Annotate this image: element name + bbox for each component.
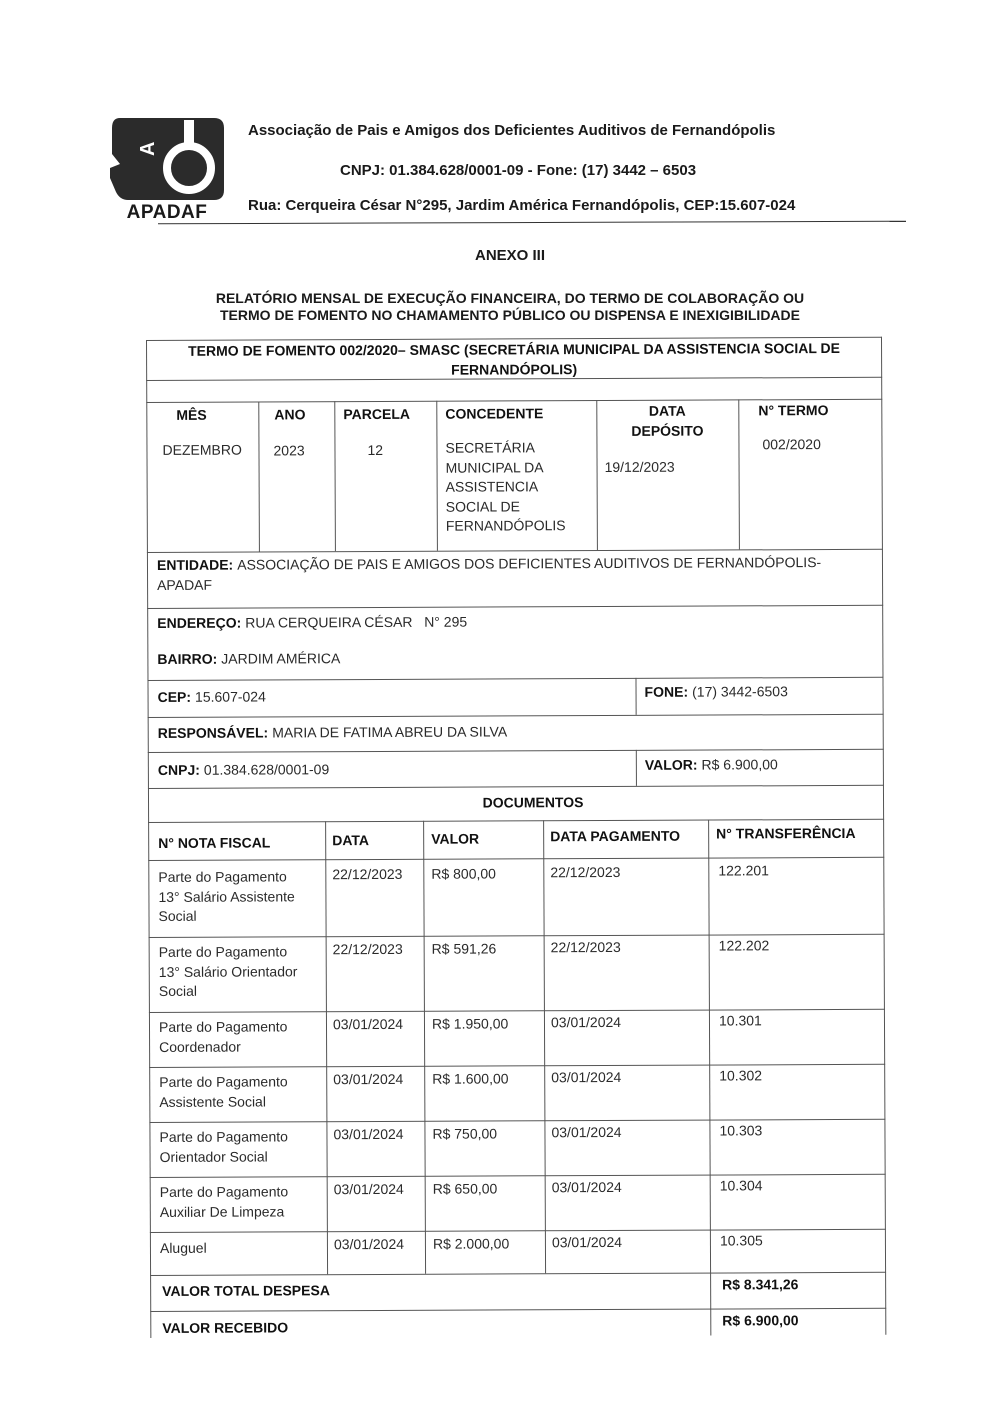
annex-title: ANEXO III	[474, 247, 545, 264]
doc-row-4-nota	[159, 1072, 288, 1112]
nota-line: Coordenador	[159, 1038, 241, 1055]
association-address: Rua: Cerqueira César N°295, Jardim América Fernandópolis, CEP:15.607-024	[248, 197, 796, 214]
col-divider	[423, 821, 426, 1274]
cep-field	[158, 687, 266, 707]
doc-row-6-pagamento: 03/01/2024	[551, 1178, 622, 1196]
doc-row-1-transferencia: 122.201	[718, 862, 769, 879]
col-divider	[636, 750, 637, 786]
nota-line: Parte do Pagamento	[158, 1018, 288, 1035]
value-parcela: 12	[367, 441, 384, 459]
row-divider	[147, 605, 883, 609]
association-cnpj-phone: CNPJ: 01.384.628/0001-09 - Fone: (17) 3442 – 6503	[340, 162, 697, 179]
doc-row-7-data: 03/01/2024	[333, 1235, 405, 1253]
nota-line: Parte do Pagamento	[159, 1073, 288, 1090]
value-concedente-line: FERNANDÓPOLIS	[445, 517, 566, 534]
col-divider	[708, 820, 711, 1336]
doc-row-1-valor: R$ 800,00	[431, 865, 496, 882]
doc-header-data: DATA	[332, 832, 370, 849]
valor-recebido-label: VALOR RECEBIDO	[162, 1319, 289, 1336]
responsavel-value: MARIA DE FATIMA ABREU DA SILVA	[272, 723, 508, 741]
doc-header-valor: VALOR	[431, 830, 480, 847]
row-divider	[150, 1229, 886, 1233]
valor-value: R$ 6.900,00	[701, 756, 778, 773]
entidade-label: ENTIDADE:	[156, 556, 234, 573]
entidade-field	[157, 553, 821, 595]
value-data-deposito: 19/12/2023	[604, 458, 675, 476]
doc-row-5-valor: R$ 750,00	[432, 1125, 498, 1142]
nota-line: Social	[158, 982, 198, 999]
valor-label: VALOR:	[644, 756, 698, 773]
cep-value: 15.607-024	[194, 688, 266, 705]
col-divider	[635, 678, 636, 715]
row-divider	[148, 785, 884, 789]
col-divider	[543, 820, 546, 1273]
doc-row-2-data: 22/12/2023	[332, 940, 403, 958]
row-divider	[150, 1174, 886, 1178]
entidade-value-line1: ASSOCIAÇÃO DE PAIS E AMIGOS DOS DEFICIENTES AUDITIVOS DE FERNANDÓPOLIS-	[237, 554, 822, 573]
financial-report-table	[146, 337, 886, 1338]
term-title-line1: TERMO DE FOMENTO 002/2020– SMASC (SECRETÁRIA MUNICIPAL DA ASSISTENCIA SOCIAL DE	[188, 339, 841, 359]
term-title-line2: FERNANDÓPOLIS)	[451, 360, 578, 378]
doc-row-6-nota	[160, 1182, 289, 1222]
doc-row-5-pagamento: 03/01/2024	[551, 1123, 622, 1141]
row-divider	[147, 677, 883, 681]
bairro-field	[157, 649, 340, 669]
ear-logo-icon	[110, 118, 224, 200]
table-border-left	[146, 340, 151, 1338]
value-concedente-line: SECRETÁRIA	[445, 439, 535, 456]
doc-row-3-valor: R$ 1.950,00	[431, 1015, 509, 1032]
value-concedente-line: SOCIAL DE	[445, 497, 520, 515]
cep-label: CEP:	[157, 688, 192, 705]
header-concedente: CONCEDENTE	[445, 405, 544, 422]
header-ano: ANO	[274, 406, 306, 423]
row-divider	[149, 1009, 885, 1013]
doc-row-1-data: 22/12/2023	[332, 865, 403, 883]
doc-row-6-data: 03/01/2024	[333, 1180, 404, 1198]
apadaf-logo	[110, 118, 224, 222]
row-divider	[149, 934, 885, 938]
doc-row-1-pagamento: 22/12/2023	[550, 863, 621, 881]
value-mes: DEZEMBRO	[162, 441, 242, 458]
doc-row-6-valor: R$ 650,00	[432, 1180, 498, 1197]
doc-row-3-data: 03/01/2024	[332, 1015, 404, 1033]
nota-line: Parte do Pagamento	[159, 1183, 289, 1200]
col-divider	[258, 402, 260, 552]
doc-row-4-transferencia: 10.302	[719, 1067, 763, 1084]
nota-line: 13° Salário Assistente	[158, 887, 295, 905]
endereco-field	[157, 613, 467, 634]
col-divider	[738, 399, 740, 549]
fone-field	[645, 682, 788, 702]
doc-row-7-pagamento: 03/01/2024	[551, 1233, 623, 1251]
nota-line: Orientador Social	[159, 1147, 268, 1165]
doc-row-3-pagamento: 03/01/2024	[550, 1013, 622, 1031]
bairro-label: BAIRRO:	[157, 650, 218, 667]
header-data-deposito	[596, 401, 738, 441]
doc-row-4-valor: R$ 1.600,00	[432, 1070, 509, 1087]
cnpj-field	[158, 760, 329, 780]
valor-recebido-value: R$ 6.900,00	[722, 1312, 799, 1329]
endereco-value: RUA CERQUEIRA CÉSAR N° 295	[245, 613, 468, 631]
doc-row-5-data: 03/01/2024	[333, 1125, 404, 1143]
entidade-value-line2: APADAF	[157, 576, 213, 593]
svg-text:A: A	[137, 141, 159, 156]
doc-row-2-transferencia: 122.202	[718, 937, 770, 954]
value-ano: 2023	[273, 442, 305, 459]
doc-row-2-valor: R$ 591,26	[431, 940, 497, 957]
doc-row-5-nota	[159, 1127, 288, 1167]
value-concedente	[445, 438, 565, 536]
doc-row-6-transferencia: 10.304	[719, 1177, 763, 1194]
doc-row-1-nota	[158, 867, 295, 926]
nota-line: Parte do Pagamento	[158, 868, 287, 885]
nota-line: Social	[158, 907, 197, 924]
fone-value: (17) 3442-6503	[692, 683, 788, 700]
doc-row-7-transferencia: 10.305	[719, 1232, 763, 1249]
doc-row-3-nota	[159, 1017, 288, 1057]
col-divider	[436, 401, 438, 551]
table-border-right	[881, 337, 886, 1335]
fone-label: FONE:	[644, 683, 689, 700]
header-n-termo: N° TERMO	[758, 402, 829, 419]
logo-name: APADAF	[126, 202, 208, 223]
doc-row-4-pagamento: 03/01/2024	[551, 1068, 622, 1086]
doc-row-2-nota	[159, 942, 298, 1001]
report-title-line2: TERMO DE FOMENTO NO CHAMAMENTO PÚBLICO OU DISPENSA E INEXIGIBILIDADE	[220, 307, 800, 323]
nota-line: 13° Salário Orientador	[158, 962, 298, 980]
bairro-value: JARDIM AMÉRICA	[221, 650, 341, 667]
header-mes: MÊS	[176, 406, 207, 423]
header-parcela: PARCELA	[343, 405, 411, 423]
doc-row-2-pagamento: 22/12/2023	[550, 938, 621, 956]
nota-line: Assistente Social	[159, 1092, 266, 1110]
report-title-line1: RELATÓRIO MENSAL DE EXECUÇÃO FINANCEIRA, DO TERMO DE COLABORAÇÃO OU	[215, 290, 805, 306]
nota-line: Auxiliar De Limpeza	[159, 1202, 285, 1220]
endereco-label: ENDEREÇO:	[157, 614, 242, 631]
responsavel-field	[158, 722, 508, 743]
value-n-termo: 002/2020	[762, 436, 821, 453]
nota-line: Aluguel	[159, 1239, 207, 1256]
header-data-deposito-line1: DATA	[648, 402, 686, 419]
total-despesa-value: R$ 8.341,26	[722, 1276, 799, 1293]
row-divider	[149, 1119, 885, 1123]
doc-row-7-valor: R$ 2.000,00	[432, 1235, 510, 1252]
valor-field	[645, 755, 778, 775]
row-divider	[148, 819, 884, 823]
doc-row-4-data: 03/01/2024	[333, 1070, 404, 1088]
header-data-deposito-line2: DEPÓSITO	[631, 422, 704, 439]
cnpj-label: CNPJ:	[157, 761, 200, 778]
association-name: Associação de Pais e Amigos dos Deficientes Auditivos de Fernandópolis	[248, 122, 776, 139]
doc-header-transferencia: N° TRANSFERÊNCIA	[716, 824, 856, 842]
nota-line: Parte do Pagamento	[159, 1128, 288, 1145]
col-divider	[334, 401, 336, 551]
doc-row-7-nota	[160, 1239, 207, 1259]
row-divider	[148, 749, 884, 753]
col-divider	[325, 821, 328, 1274]
term-title	[146, 339, 882, 381]
doc-header-data-pagamento: DATA PAGAMENTO	[550, 827, 681, 845]
responsavel-label: RESPONSÁVEL:	[157, 724, 269, 741]
value-concedente-line: ASSISTENCIA	[445, 478, 539, 495]
documents-title: DOCUMENTOS	[482, 794, 584, 811]
cnpj-value: 01.384.628/0001-09	[203, 761, 330, 778]
doc-header-nota: N° NOTA FISCAL	[158, 834, 271, 851]
doc-row-3-transferencia: 10.301	[718, 1012, 762, 1029]
value-concedente-line: MUNICIPAL DA	[445, 458, 544, 476]
nota-line: Parte do Pagamento	[158, 943, 288, 960]
doc-row-5-transferencia: 10.303	[719, 1122, 763, 1139]
report-title	[200, 290, 820, 324]
header-divider	[158, 221, 906, 225]
row-divider	[148, 857, 884, 861]
row-divider	[149, 1064, 885, 1068]
total-despesa-label: VALOR TOTAL DESPESA	[162, 1282, 330, 1299]
row-divider	[148, 714, 884, 718]
